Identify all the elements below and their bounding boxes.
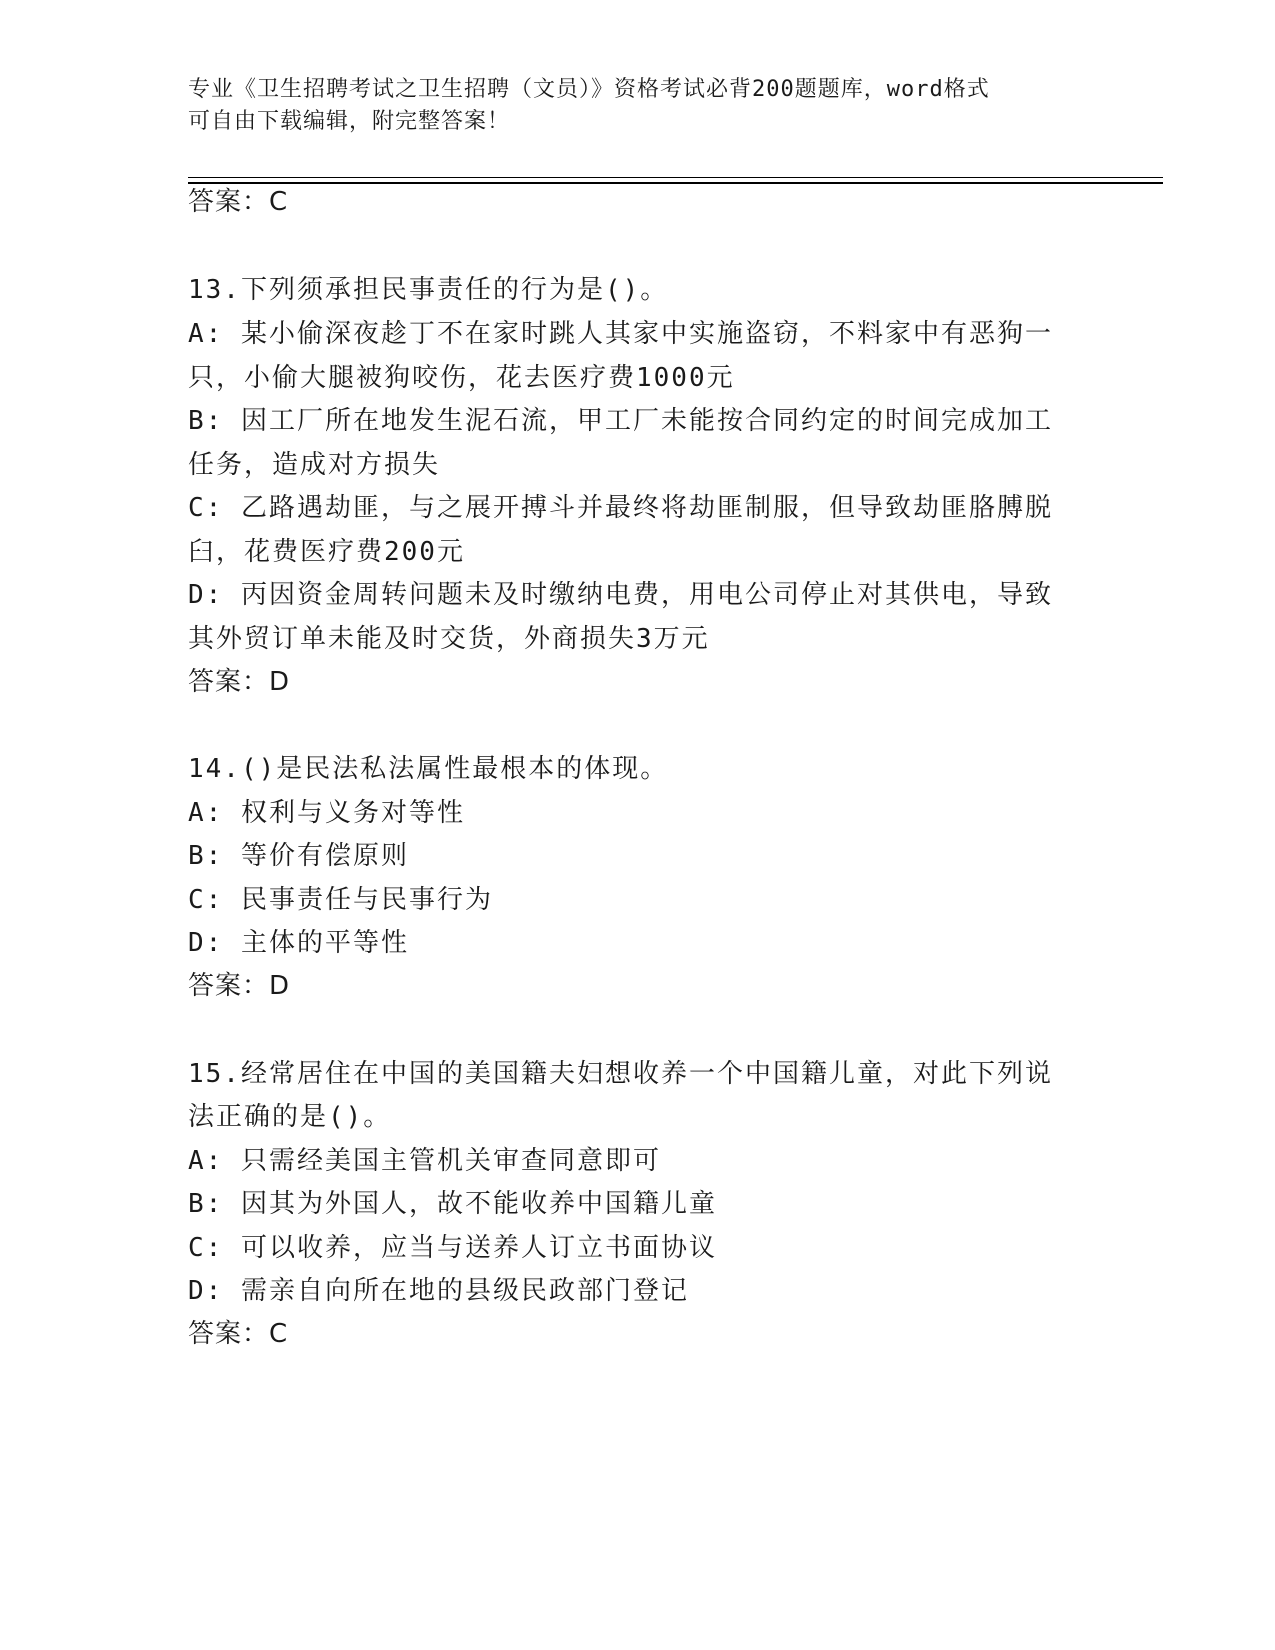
question-13-option-d-line-1: D: 丙因资金周转问题未及时缴纳电费，用电公司停止对其供电，导致 (188, 580, 1053, 610)
question-15-option-a: A: 只需经美国主管机关审查同意即可 (188, 1146, 661, 1176)
question-15-stem-line-2: 法正确的是()。 (188, 1102, 392, 1132)
question-14-option-c: C: 民事责任与民事行为 (188, 885, 493, 915)
header-divider-thin (188, 177, 1163, 178)
question-15-stem-line-1: 15.经常居住在中国的美国籍夫妇想收养一个中国籍儿童，对此下列说 (188, 1059, 1053, 1089)
question-13-option-d-line-2: 其外贸订单未能及时交货，外商损失3万元 (188, 624, 710, 654)
question-13-stem: 13.下列须承担民事责任的行为是()。 (188, 275, 669, 305)
question-15-answer: 答案：C (188, 1319, 289, 1349)
question-13-answer: 答案：D (188, 667, 291, 697)
question-15-option-d: D: 需亲自向所在地的县级民政部门登记 (188, 1276, 689, 1306)
question-14-option-a: A: 权利与义务对等性 (188, 798, 465, 828)
document-header (188, 74, 1068, 138)
question-15-option-c: C: 可以收养，应当与送养人订立书面协议 (188, 1233, 717, 1263)
question-14-option-b: B: 等价有偿原则 (188, 841, 409, 871)
question-13-option-a-line-1: A: 某小偷深夜趁丁不在家时跳人其家中实施盗窃，不料家中有恶狗一 (188, 319, 1053, 349)
header-divider-thick (188, 182, 1163, 184)
previous-answer: 答案：C (188, 187, 289, 217)
question-13-option-c-line-1: C: 乙路遇劫匪，与之展开搏斗并最终将劫匪制服，但导致劫匪胳膊脱 (188, 493, 1053, 523)
question-14-answer: 答案：D (188, 971, 291, 1001)
question-13-option-b-line-2: 任务，造成对方损失 (188, 450, 441, 480)
question-14-stem: 14.()是民法私法属性最根本的体现。 (188, 754, 669, 784)
question-13-option-c-line-2: 臼，花费医疗费200元 (188, 537, 465, 567)
header-title-line-1: 专业《卫生招聘考试之卫生招聘（文员）》资格考试必背200题题库，word格式 (188, 77, 990, 102)
question-13-option-a-line-2: 只，小偷大腿被狗咬伤，花去医疗费1000元 (188, 363, 735, 393)
question-15-option-b: B: 因其为外国人，故不能收养中国籍儿童 (188, 1189, 717, 1219)
header-title-line-2: 可自由下载编辑，附完整答案！ (188, 109, 511, 134)
question-13-option-b-line-1: B: 因工厂所在地发生泥石流，甲工厂未能按合同约定的时间完成加工 (188, 406, 1053, 436)
question-14-option-d: D: 主体的平等性 (188, 928, 409, 958)
